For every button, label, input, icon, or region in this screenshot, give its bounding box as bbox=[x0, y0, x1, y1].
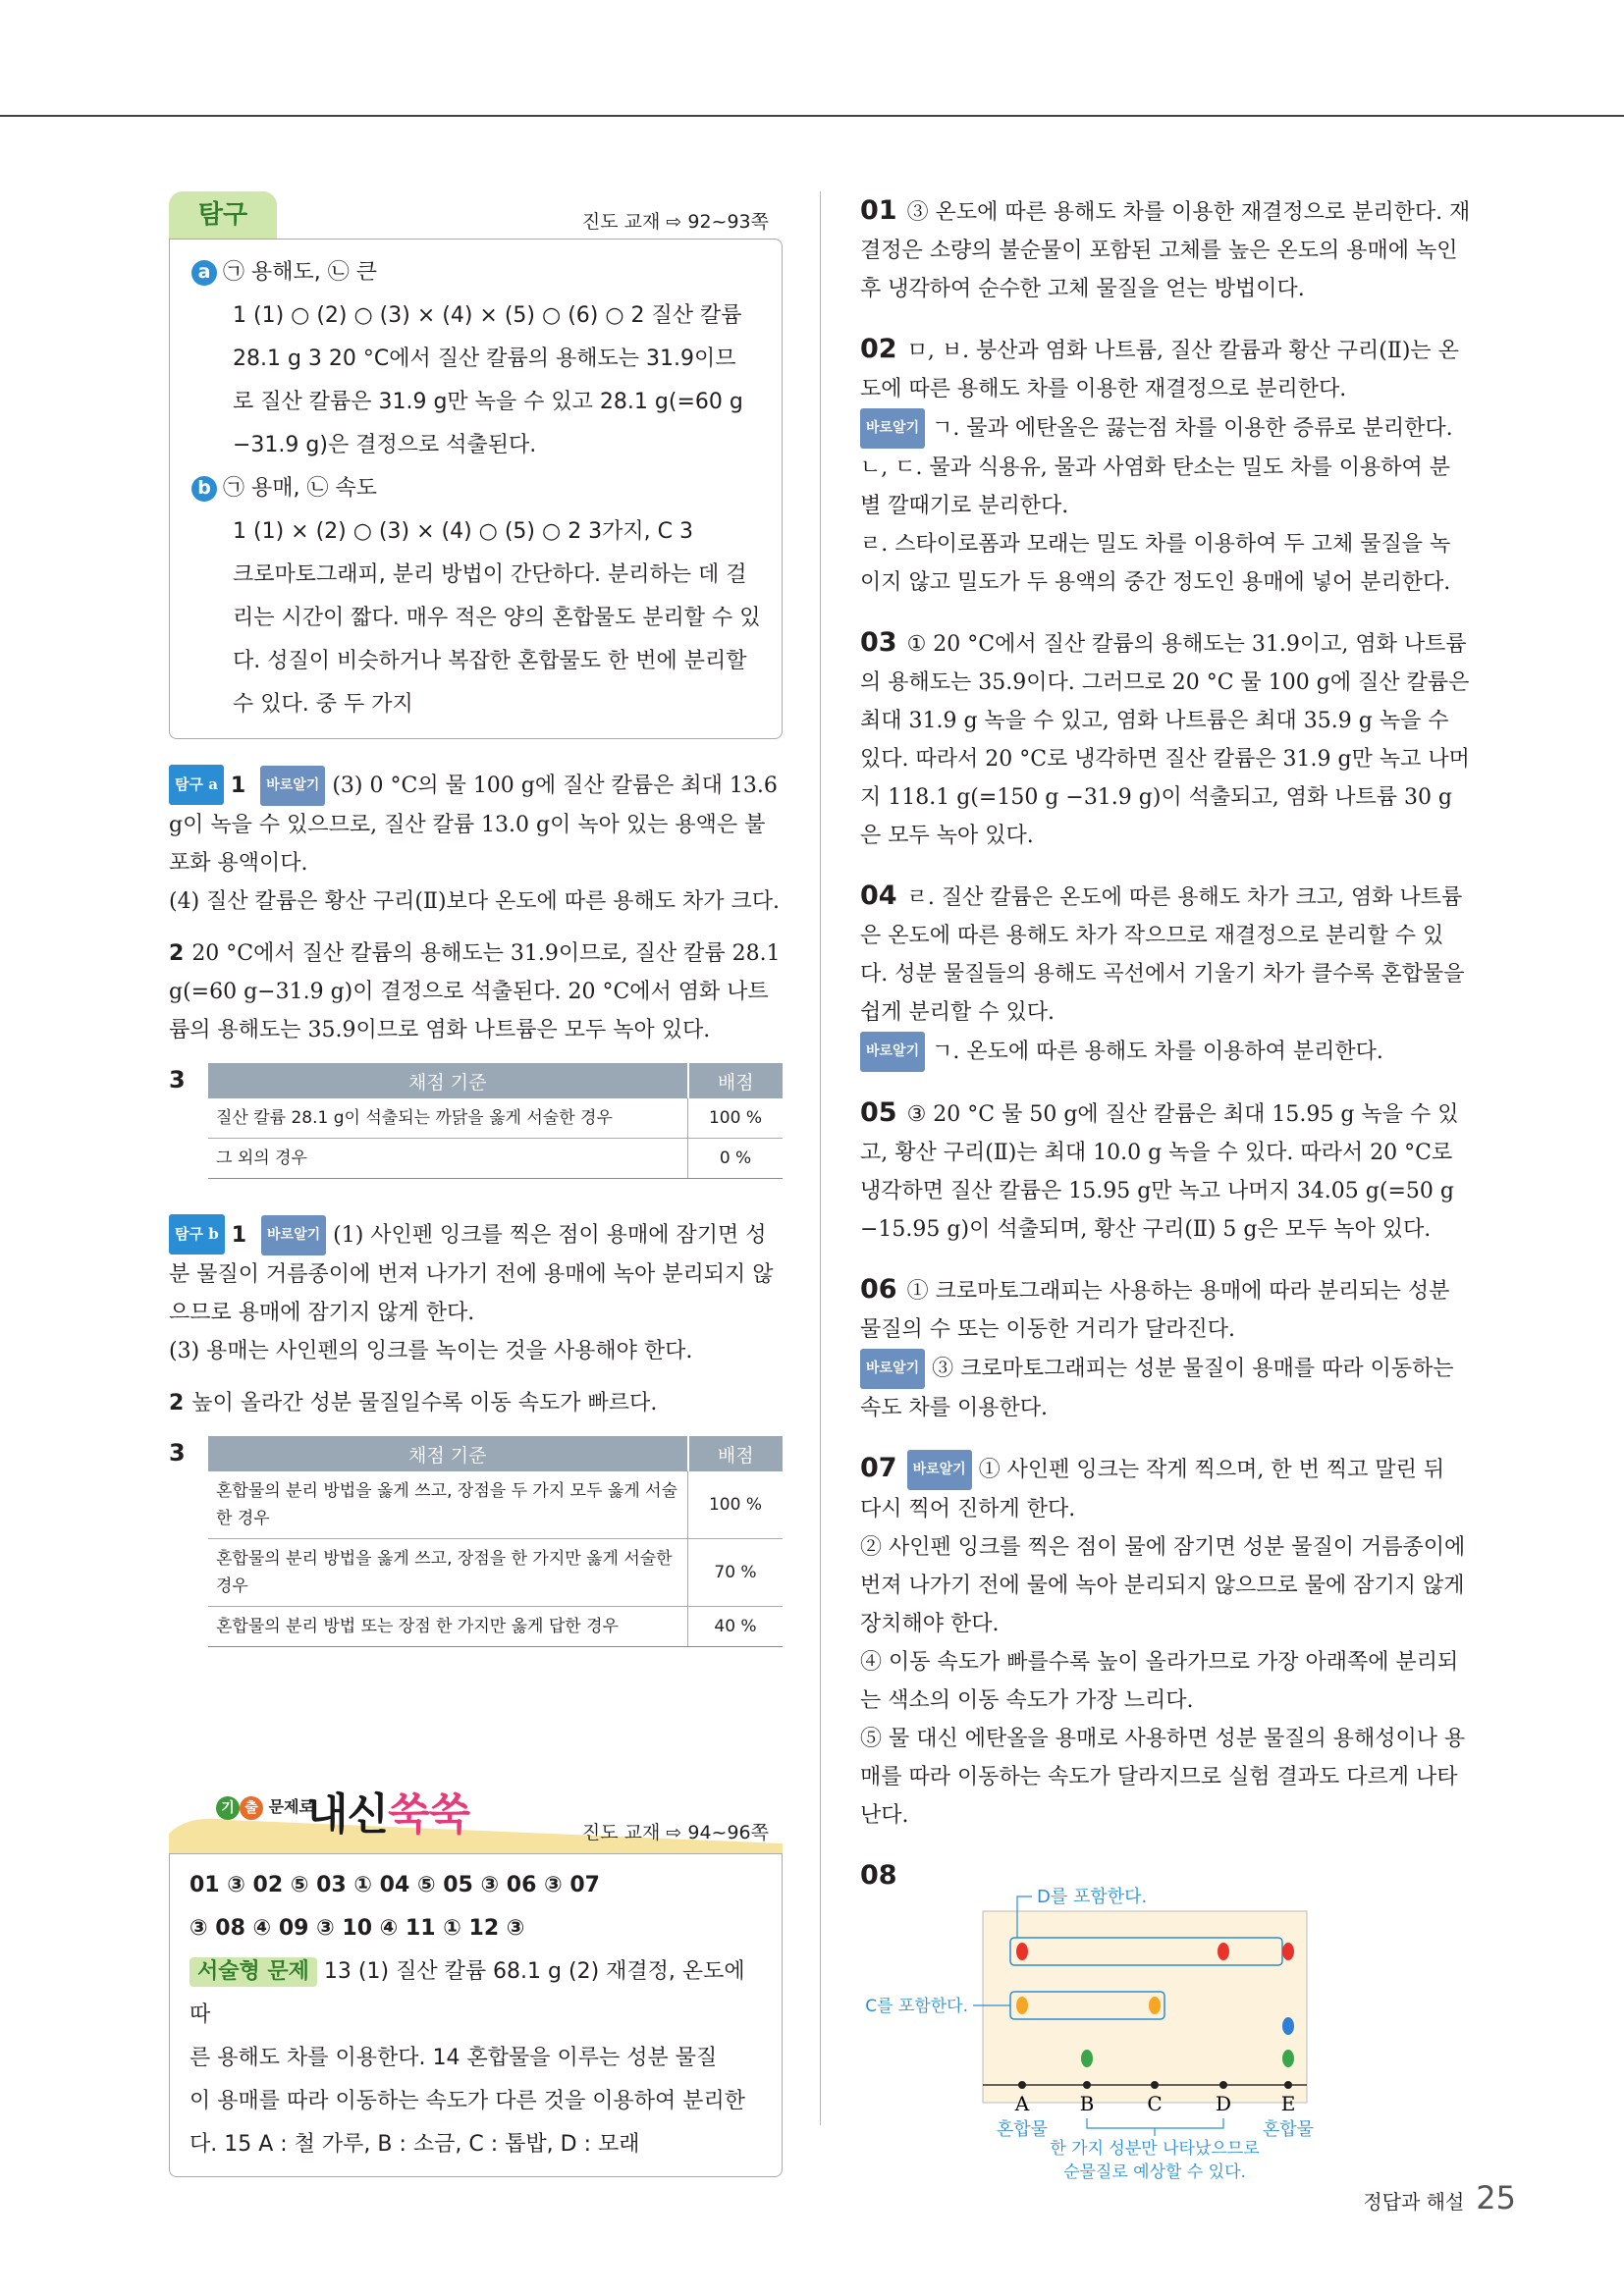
table-header: 배점 bbox=[688, 1436, 784, 1471]
spot-blue bbox=[1282, 2017, 1294, 2035]
tamgu-a-title: a ㉠ 용해도, ㉡ 큰 bbox=[191, 251, 764, 294]
tamgu-ref: 진도 교재 ⇨ 92~93쪽 bbox=[581, 211, 769, 233]
barogi-badge: 바로알기 bbox=[907, 1450, 972, 1490]
explain-b-1: 탐구 b 1 바로알기 (1) 사인펜 잉크를 찍은 점이 용매에 잠기면 성분 물질이 거름종이에 번져 나가기 전에 용매에 녹아 분리되지 않으므로 용매에 잠기지 않게 한다. bbox=[169, 1214, 783, 1332]
bc-bracket bbox=[1087, 2118, 1223, 2128]
tamgu-box bbox=[169, 239, 783, 739]
tamgu-a-line: 28.1 g 3 20 °C에서 질산 칼륨의 용해도는 31.9이므 bbox=[233, 347, 736, 371]
barogi-badge: 바로알기 bbox=[860, 1349, 925, 1389]
table-row: 혼합물의 분리 방법을 옳게 쓰고, 장점을 두 가지 모두 옳게 서술한 경우 100 % bbox=[208, 1471, 783, 1539]
table-header: 배점 bbox=[688, 1063, 784, 1098]
answer-08: 08 D를 포함한다. C를 포함한다. A B C D E 혼합물 혼합물 한 가지 성분만 나타났으므로 순물질로 예상할 수 있다. bbox=[860, 1856, 1471, 2230]
page-number: 25 bbox=[1476, 2179, 1516, 2216]
answer-04: 04 ㄹ. 질산 칼륨은 온도에 따른 용해도 차가 크고, 염화 나트륨은 온도에 따른 용해도 차가 작으므로 재결정으로 분리할 수 있다. 성분 물질들의 용해도 곡선에서 기울기 차가 클수록 혼합물을 쉽게 분리할 수 있다. 바로알기 ㄱ. 온도에 따른 용해도 차를 이용하여 분리한다. bbox=[860, 877, 1471, 1072]
answer-03: 03 ① 20 °C에서 질산 칼륨의 용해도는 31.9이고, 염화 나트륨의 용해도는 35.9이다. 그러므로 20 °C 물 100 g에 질산 칼륨은 최대 31.9 g 녹을 수 있고, 염화 나트륨은 최대 35.9 g 녹을 수 있다. 따라서 20 °C로 냉각하면 질산 칼륨은 31.9 g만 녹고 나머지 118.1 g(=150 g −31.9 g)이 석출되고, 염화 나트륨 30 g은 모두 녹아 있다. bbox=[860, 627, 1470, 848]
naesin-box bbox=[169, 1853, 783, 2177]
lane-label: E bbox=[1280, 2092, 1296, 2115]
explain-a-1b: (4) 질산 칼륨은 황산 구리(Ⅱ)보다 온도에 따른 용해도 차가 크다. bbox=[169, 889, 781, 914]
score-table-b: 3 채점 기준 배점 혼합물의 분리 방법을 옳게 쓰고, 장점을 두 가지 모두 옳게 서술한 경우 100 % 혼합물의 분리 방법을 옳게 쓰고, 장점을 한 가지만 옳게 서술한 경우 70 % 혼합물의 분리 방법 또는 장점 한 가지만 옳게 답한 경우 40 % bbox=[169, 1436, 783, 1647]
barogi-badge: 바로알기 bbox=[261, 1215, 326, 1255]
naesin-title: 내신쑥쑥 bbox=[306, 1789, 470, 1840]
barogi-badge: 바로알기 bbox=[860, 1032, 925, 1072]
top-rule bbox=[0, 115, 1624, 117]
explain-a-1: 탐구 a 1 바로알기 (3) 0 °C의 물 100 g에 질산 칼륨은 최대 13.6 g이 녹을 수 있으므로, 질산 칼륨 13.0 g이 녹아 있는 용액은 불포화 용액이다. bbox=[169, 765, 783, 882]
column-divider bbox=[820, 191, 821, 2125]
d-label: D를 포함한다. bbox=[1037, 1887, 1148, 1907]
explain-b bbox=[169, 1214, 783, 1647]
c-label: C를 포함한다. bbox=[865, 1997, 968, 2016]
tamgu-b-line: 다. 성질이 비슷하거나 복잡한 혼합물도 한 번에 분리할 bbox=[233, 649, 747, 673]
spot-orange bbox=[1016, 1997, 1028, 2014]
explain-b-2: 2 높이 올라간 성분 물질일수록 이동 속도가 빠르다. bbox=[169, 1391, 658, 1415]
filter-paper bbox=[983, 1911, 1307, 2103]
footer-label: 정답과 해설 bbox=[1363, 2190, 1465, 2214]
mixture-label-e: 혼합물 bbox=[1262, 2119, 1315, 2140]
right-column bbox=[860, 191, 1471, 2252]
explain-a bbox=[169, 765, 783, 1179]
spot-red bbox=[1016, 1943, 1028, 1960]
origin-dot bbox=[1151, 2081, 1159, 2089]
scoring-table bbox=[208, 1436, 783, 1647]
origin-dot bbox=[1018, 2081, 1026, 2089]
tamgu-b-line: 1 (1) × (2) ○ (3) × (4) ○ (5) ○ 2 3가지, C 3 bbox=[233, 519, 694, 544]
mixture-label-a: 혼합물 bbox=[996, 2119, 1049, 2140]
barogi-badge: 바로알기 bbox=[260, 766, 325, 806]
lane-label: B bbox=[1079, 2092, 1095, 2115]
tamgu-b-line: 크로마토그래피, 분리 방법이 간단하다. 분리하는 데 걸 bbox=[233, 562, 747, 587]
spot-red bbox=[1282, 1943, 1294, 1960]
score-table-a: 3 채점 기준 배점 질산 칼륨 28.1 g이 석출되는 까닭을 옳게 서술한 경우 100 % 그 외의 경우 0 % bbox=[169, 1063, 783, 1179]
left-column bbox=[169, 191, 783, 2177]
explain-a-2: 2 20 °C에서 질산 칼륨의 용해도는 31.9이므로, 질산 칼륨 28.1 g(=60 g−31.9 g)이 결정으로 석출된다. 20 °C에서 염화 나트륨의 용해도는 35.9이므로 염화 나트륨은 모두 녹아 있다. bbox=[169, 941, 781, 1042]
origin-dot bbox=[1284, 2081, 1292, 2089]
table-row: 혼합물의 분리 방법을 옳게 쓰고, 장점을 한 가지만 옳게 서술한 경우 70 % bbox=[208, 1539, 783, 1607]
lane-label: D bbox=[1215, 2092, 1232, 2115]
tamgu-a-line: 1 (1) ○ (2) ○ (3) × (4) × (5) ○ (6) ○ 2 질산 칼륨 bbox=[233, 303, 742, 328]
answer-02: 02 ㅁ, ㅂ. 붕산과 염화 나트륨, 질산 칼륨과 황산 구리(Ⅱ)는 온도에 따른 용해도 차를 이용한 재결정으로 분리한다. 바로알기 ㄱ. 물과 에탄올은 끓는점 차를 이용한 증류로 분리한다. ㄴ, ㄷ. 물과 식용유, 물과 사염화 탄소는 밀도 차를 이용하여 분별 깔때기로 분리한다. ㄹ. 스타이로폼과 모래는 밀도 차를 이용하여 두 고체 물질을 녹이지 않고 밀도가 두 용액의 중간 정도인 용매에 넣어 분리한다. bbox=[860, 334, 1459, 595]
naesin-line: 서술형 문제 13 (1) 질산 칼륨 68.1 g (2) 재결정, 온도에 따 bbox=[189, 1959, 745, 2027]
origin-dot bbox=[1083, 2081, 1091, 2089]
answer-05: 05 ③ 20 °C 물 50 g에 질산 칼륨은 최대 15.95 g 녹을 수 있고, 황산 구리(Ⅱ)는 최대 10.0 g 녹을 수 있다. 따라서 20 °C로 냉각하면 질산 칼륨은 15.95 g만 녹고 나머지 34.05 g(=50 g −15.95 g)이 석출되며, 황산 구리(Ⅱ) 5 g은 모두 녹아 있다. bbox=[860, 1097, 1459, 1242]
naesin-line: ③ 08 ④ 09 ③ 10 ④ 11 ① 12 ③ bbox=[189, 1916, 525, 1941]
naesin-header bbox=[169, 1785, 783, 1853]
table-header: 채점 기준 bbox=[208, 1063, 688, 1098]
barogi-badge: 바로알기 bbox=[860, 408, 925, 449]
naesin-line: 01 ③ 02 ⑤ 03 ① 04 ⑤ 05 ③ 06 ③ 07 bbox=[189, 1873, 600, 1897]
naesin-ref: 진도 교재 ⇨ 94~96쪽 bbox=[581, 1822, 769, 1843]
explain-b-1b: (3) 용매는 사인펜의 잉크를 녹이는 것을 사용해야 한다. bbox=[169, 1339, 693, 1363]
tamgu-a-line: 로 질산 칼륨은 31.9 g만 녹을 수 있고 28.1 g(=60 g bbox=[233, 390, 743, 414]
tamgu-b-tag: 탐구 b bbox=[169, 1214, 225, 1255]
tamgu-a-line: −31.9 g)은 결정으로 석출된다. bbox=[233, 433, 537, 457]
spot-green bbox=[1081, 2050, 1093, 2067]
chromatography-svg bbox=[860, 1857, 1471, 2191]
origin-dot bbox=[1219, 2081, 1227, 2089]
lane-label: C bbox=[1147, 2092, 1163, 2115]
table-row: 질산 칼륨 28.1 g이 석출되는 까닭을 옳게 서술한 경우 100 % bbox=[208, 1098, 783, 1139]
answer-06: 06 ① 크로마토그래피는 사용하는 용매에 따라 분리되는 성분 물질의 수 또는 이동한 거리가 달라진다. 바로알기 ③ 크로마토그래피는 성분 물질이 용매를 따라 이동하는 속도 차를 이용한다. bbox=[860, 1274, 1454, 1420]
scoring-table bbox=[208, 1063, 783, 1179]
spot-red bbox=[1218, 1943, 1229, 1960]
tamgu-b-line: 수 있다. 중 두 가지 bbox=[233, 692, 413, 717]
a-circle-icon: a bbox=[191, 260, 217, 286]
page-footer bbox=[1363, 2179, 1516, 2216]
naesin-line: 른 용해도 차를 이용한다. 14 혼합물을 이루는 성분 물질 bbox=[189, 2046, 718, 2070]
lane-label: A bbox=[1014, 2092, 1030, 2115]
tamgu-b-line: 리는 시간이 짧다. 매우 적은 양의 혼합물도 분리할 수 있 bbox=[233, 606, 761, 630]
tamgu-b-title: b ㉠ 용매, ㉡ 속도 bbox=[191, 467, 764, 510]
tamgu-label: 탐구 bbox=[169, 191, 277, 239]
tamgu-a-tag: 탐구 a bbox=[169, 765, 224, 805]
answer-01: 01 ③ 온도에 따른 용해도 차를 이용한 재결정으로 분리한다. 재결정은 소량의 불순물이 포함된 고체를 높은 온도의 용매에 녹인 후 냉각하여 순수한 고체 물질을 얻는 방법이다. bbox=[860, 195, 1471, 301]
table-row: 혼합물의 분리 방법 또는 장점 한 가지만 옳게 답한 경우 40 % bbox=[208, 1607, 783, 1647]
b-circle-icon: b bbox=[191, 476, 217, 502]
spot-green bbox=[1282, 2050, 1294, 2067]
pure-note-2: 순물질로 예상할 수 있다. bbox=[1063, 2163, 1246, 2182]
pure-note-1: 한 가지 성분만 나타났으므로 bbox=[1050, 2139, 1260, 2159]
spot-orange bbox=[1149, 1997, 1161, 2014]
naesin-badge: 기 출 문제로 bbox=[216, 1794, 314, 1820]
answer-07: 07 바로알기 ① 사인펜 잉크는 작게 찍으며, 한 번 찍고 말린 뒤 다시 찍어 진하게 한다. ② 사인펜 잉크를 찍은 점이 물에 잠기면 성분 물질이 거름종이에 번져 나가기 전에 물에 녹아 분리되지 않으므로 물에 잠기지 않게 장치해야 한다. ④ 이동 속도가 빠를수록 높이 올라가므로 가장 아래쪽에 분리되는 색소의 이동 속도가 가장 느리다. ⑤ 물 대신 에탄올을 용매로 사용하면 성분 물질의 용해성이나 용매를 따라 이동하는 속도가 달라지므로 실험 결과도 다르게 나타난다. bbox=[860, 1449, 1471, 1835]
tamgu-header bbox=[169, 191, 783, 239]
seosul-badge: 서술형 문제 bbox=[189, 1957, 317, 1987]
naesin-line: 이 용매를 따라 이동하는 속도가 다른 것을 이용하여 분리한 bbox=[189, 2089, 745, 2113]
table-row: 그 외의 경우 0 % bbox=[208, 1139, 783, 1179]
naesin-line: 다. 15 A : 철 가루, B : 소금, C : 톱밥, D : 모래 bbox=[189, 2132, 640, 2157]
table-header: 채점 기준 bbox=[208, 1436, 688, 1471]
